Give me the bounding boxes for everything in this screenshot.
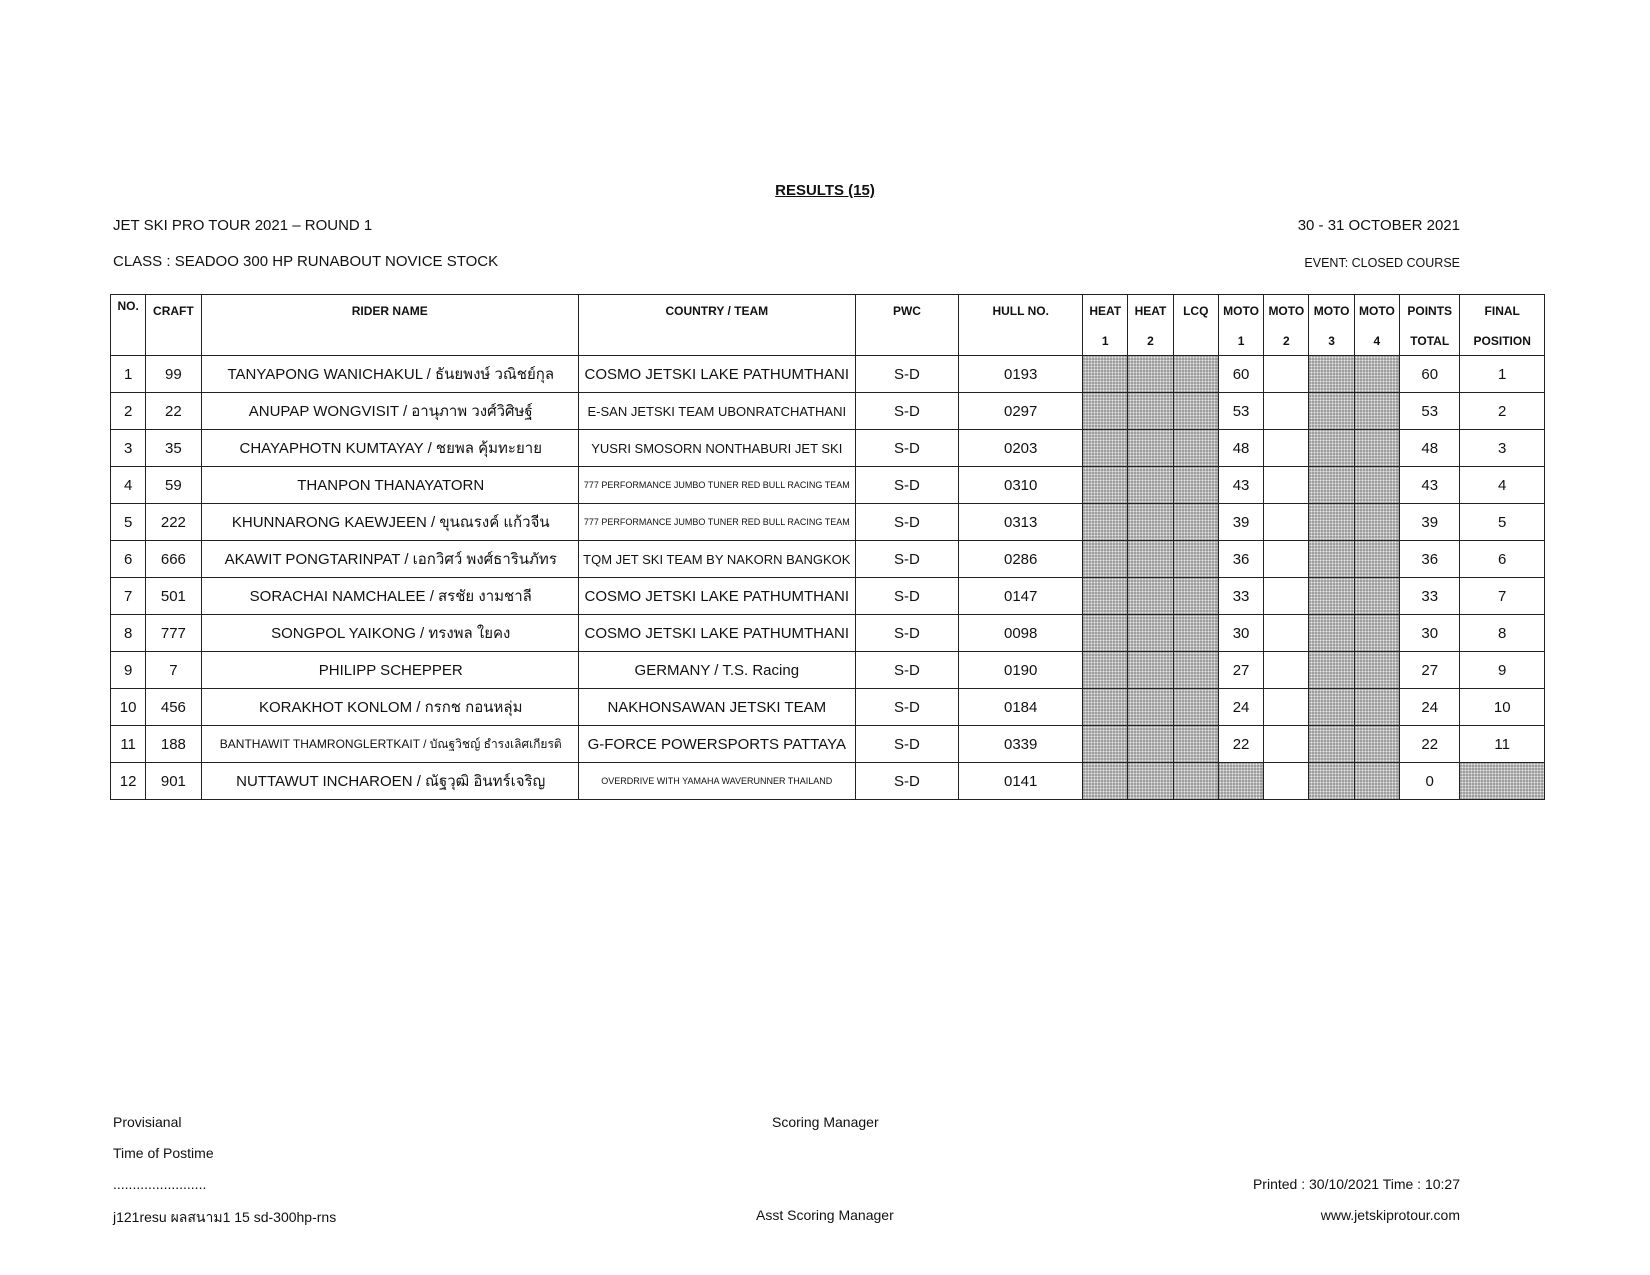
table-row xyxy=(111,430,1545,467)
cell-no: 1 xyxy=(111,356,146,393)
table-row xyxy=(111,541,1545,578)
cell-heat1 xyxy=(1083,430,1128,467)
cell-moto1: 36 xyxy=(1218,541,1263,578)
cell-points: 48 xyxy=(1400,430,1460,467)
cell-lcq xyxy=(1173,652,1218,689)
cell-lcq xyxy=(1173,393,1218,430)
cell-craft: 7 xyxy=(146,652,201,689)
cell-team: GERMANY / T.S. Racing xyxy=(578,652,855,689)
cell-moto2 xyxy=(1264,615,1309,652)
cell-pwc: S-D xyxy=(855,615,959,652)
cell-moto1: 53 xyxy=(1218,393,1263,430)
cell-moto2 xyxy=(1264,430,1309,467)
cell-moto4 xyxy=(1354,356,1399,393)
cell-final: 3 xyxy=(1460,430,1545,467)
cell-lcq xyxy=(1173,689,1218,726)
cell-team: COSMO JETSKI LAKE PATHUMTHANI xyxy=(578,615,855,652)
col-final: FINAL xyxy=(1460,295,1545,328)
cell-craft: 456 xyxy=(146,689,201,726)
cell-rider: SORACHAI NAMCHALEE / สรชัย งามชาลี xyxy=(201,578,578,615)
cell-heat1 xyxy=(1083,652,1128,689)
cell-craft: 188 xyxy=(146,726,201,763)
cell-hull: 0310 xyxy=(959,467,1083,504)
cell-craft: 35 xyxy=(146,430,201,467)
cell-moto1 xyxy=(1218,763,1263,800)
cell-lcq xyxy=(1173,430,1218,467)
cell-points: 27 xyxy=(1400,652,1460,689)
cell-heat1 xyxy=(1083,504,1128,541)
cell-pwc: S-D xyxy=(855,763,959,800)
cell-points: 24 xyxy=(1400,689,1460,726)
cell-pwc: S-D xyxy=(855,467,959,504)
cell-points: 30 xyxy=(1400,615,1460,652)
cell-moto2 xyxy=(1264,652,1309,689)
cell-moto2 xyxy=(1264,689,1309,726)
cell-craft: 222 xyxy=(146,504,201,541)
cell-hull: 0286 xyxy=(959,541,1083,578)
cell-team: TQM JET SKI TEAM BY NAKORN BANGKOK xyxy=(578,541,855,578)
cell-points: 39 xyxy=(1400,504,1460,541)
cell-team: YUSRI SMOSORN NONTHABURI JET SKI xyxy=(578,430,855,467)
cell-heat2 xyxy=(1128,578,1173,615)
signature-dots: ........................ xyxy=(113,1176,207,1192)
cell-moto2 xyxy=(1264,726,1309,763)
col-moto4: MOTO xyxy=(1354,295,1399,328)
cell-rider: ANUPAP WONGVISIT / อานุภาพ วงศ์วิศิษฐ์ xyxy=(201,393,578,430)
cell-rider: BANTHAWIT THAMRONGLERTKAIT / บัณฐวิชญ์ ธำรงเลิศเกียรติ xyxy=(201,726,578,763)
cell-pwc: S-D xyxy=(855,430,959,467)
cell-moto4 xyxy=(1354,467,1399,504)
cell-craft: 59 xyxy=(146,467,201,504)
cell-moto4 xyxy=(1354,763,1399,800)
cell-moto2 xyxy=(1264,504,1309,541)
cell-rider: PHILIPP SCHEPPER xyxy=(201,652,578,689)
cell-pwc: S-D xyxy=(855,356,959,393)
cell-moto3 xyxy=(1309,578,1354,615)
cell-points: 43 xyxy=(1400,467,1460,504)
cell-moto3 xyxy=(1309,615,1354,652)
cell-lcq xyxy=(1173,763,1218,800)
cell-moto2 xyxy=(1264,541,1309,578)
cell-no: 4 xyxy=(111,467,146,504)
col-final-sub: POSITION xyxy=(1460,327,1545,356)
cell-final: 8 xyxy=(1460,615,1545,652)
cell-heat2 xyxy=(1128,504,1173,541)
cell-hull: 0203 xyxy=(959,430,1083,467)
cell-no: 9 xyxy=(111,652,146,689)
col-pwc: PWC xyxy=(855,295,959,328)
cell-moto1: 39 xyxy=(1218,504,1263,541)
col-team: COUNTRY / TEAM xyxy=(578,295,855,328)
cell-rider: TANYAPONG WANICHAKUL / ธันยพงษ์ วณิชย์กุล xyxy=(201,356,578,393)
cell-rider: AKAWIT PONGTARINPAT / เอกวิศว์ พงศ์ธารินภัทร xyxy=(201,541,578,578)
cell-heat1 xyxy=(1083,726,1128,763)
cell-heat1 xyxy=(1083,763,1128,800)
cell-hull: 0147 xyxy=(959,578,1083,615)
cell-final: 9 xyxy=(1460,652,1545,689)
cell-moto3 xyxy=(1309,652,1354,689)
cell-rider: CHAYAPHOTN KUMTAYAY / ชยพล คุ้มทะยาย xyxy=(201,430,578,467)
cell-no: 5 xyxy=(111,504,146,541)
asst-scoring-manager-label: Asst Scoring Manager xyxy=(756,1207,894,1223)
cell-heat1 xyxy=(1083,689,1128,726)
cell-moto4 xyxy=(1354,504,1399,541)
cell-heat2 xyxy=(1128,652,1173,689)
cell-craft: 901 xyxy=(146,763,201,800)
cell-final: 2 xyxy=(1460,393,1545,430)
file-reference: j121resu ผลสนาม1 15 sd-300hp-rns xyxy=(113,1209,337,1225)
cell-craft: 666 xyxy=(146,541,201,578)
cell-heat1 xyxy=(1083,541,1128,578)
cell-lcq xyxy=(1173,578,1218,615)
event-date: 30 - 31 OCTOBER 2021 xyxy=(1297,217,1460,234)
cell-moto4 xyxy=(1354,430,1399,467)
cell-moto1: 22 xyxy=(1218,726,1263,763)
col-lcq: LCQ xyxy=(1173,295,1218,328)
col-points-sub: TOTAL xyxy=(1400,327,1460,356)
table-row xyxy=(111,652,1545,689)
cell-no: 3 xyxy=(111,430,146,467)
cell-hull: 0193 xyxy=(959,356,1083,393)
cell-moto4 xyxy=(1354,541,1399,578)
cell-moto1: 33 xyxy=(1218,578,1263,615)
cell-moto4 xyxy=(1354,393,1399,430)
results-table xyxy=(110,294,1545,800)
cell-hull: 0190 xyxy=(959,652,1083,689)
cell-hull: 0297 xyxy=(959,393,1083,430)
cell-no: 2 xyxy=(111,393,146,430)
col-moto3-sub: 3 xyxy=(1309,327,1354,356)
cell-no: 8 xyxy=(111,615,146,652)
cell-heat2 xyxy=(1128,615,1173,652)
cell-lcq xyxy=(1173,541,1218,578)
cell-moto1: 24 xyxy=(1218,689,1263,726)
cell-team: COSMO JETSKI LAKE PATHUMTHANI xyxy=(578,578,855,615)
col-points: POINTS xyxy=(1400,295,1460,328)
page-title: RESULTS (15) xyxy=(775,182,875,199)
cell-lcq xyxy=(1173,356,1218,393)
event-type: EVENT: CLOSED COURSE xyxy=(1304,256,1460,270)
cell-craft: 777 xyxy=(146,615,201,652)
cell-rider: THANPON THANAYATORN xyxy=(201,467,578,504)
cell-final: 11 xyxy=(1460,726,1545,763)
printed-timestamp: Printed : 30/10/2021 Time : 10:27 xyxy=(1252,1176,1460,1192)
table-row xyxy=(111,763,1545,800)
cell-points: 36 xyxy=(1400,541,1460,578)
cell-team: COSMO JETSKI LAKE PATHUMTHANI xyxy=(578,356,855,393)
cell-moto4 xyxy=(1354,726,1399,763)
cell-lcq xyxy=(1173,615,1218,652)
cell-final xyxy=(1460,763,1545,800)
cell-heat1 xyxy=(1083,578,1128,615)
cell-moto4 xyxy=(1354,578,1399,615)
cell-moto3 xyxy=(1309,763,1354,800)
cell-moto3 xyxy=(1309,430,1354,467)
cell-team: E-SAN JETSKI TEAM UBONRATCHATHANI xyxy=(578,393,855,430)
cell-pwc: S-D xyxy=(855,504,959,541)
cell-moto4 xyxy=(1354,652,1399,689)
cell-moto3 xyxy=(1309,726,1354,763)
cell-moto2 xyxy=(1264,467,1309,504)
cell-pwc: S-D xyxy=(855,578,959,615)
cell-moto3 xyxy=(1309,393,1354,430)
cell-rider: KHUNNARONG KAEWJEEN / ขุนณรงค์ แก้วจีน xyxy=(201,504,578,541)
cell-moto3 xyxy=(1309,467,1354,504)
cell-moto2 xyxy=(1264,356,1309,393)
cell-rider: NUTTAWUT INCHAROEN / ณัฐวุฒิ อินทร์เจริญ xyxy=(201,763,578,800)
cell-lcq xyxy=(1173,467,1218,504)
cell-moto3 xyxy=(1309,541,1354,578)
cell-moto2 xyxy=(1264,763,1309,800)
cell-moto1: 60 xyxy=(1218,356,1263,393)
cell-heat2 xyxy=(1128,689,1173,726)
cell-rider: SONGPOL YAIKONG / ทรงพล ใยคง xyxy=(201,615,578,652)
cell-final: 5 xyxy=(1460,504,1545,541)
cell-no: 7 xyxy=(111,578,146,615)
cell-team: 777 PERFORMANCE JUMBO TUNER RED BULL RACING TEAM xyxy=(578,504,855,541)
col-heat2: HEAT xyxy=(1128,295,1173,328)
cell-points: 60 xyxy=(1400,356,1460,393)
provisional-label: Provisianal xyxy=(113,1114,182,1130)
col-hull: HULL NO. xyxy=(959,295,1083,328)
cell-lcq xyxy=(1173,504,1218,541)
cell-moto1: 30 xyxy=(1218,615,1263,652)
cell-heat2 xyxy=(1128,430,1173,467)
website-link[interactable]: www.jetskiprotour.com xyxy=(1320,1207,1460,1223)
cell-heat2 xyxy=(1128,356,1173,393)
cell-pwc: S-D xyxy=(855,541,959,578)
cell-team: NAKHONSAWAN JETSKI TEAM xyxy=(578,689,855,726)
cell-points: 22 xyxy=(1400,726,1460,763)
cell-final: 7 xyxy=(1460,578,1545,615)
cell-rider: KORAKHOT KONLOM / กรกช กอนหลุ่ม xyxy=(201,689,578,726)
cell-team: 777 PERFORMANCE JUMBO TUNER RED BULL RACING TEAM xyxy=(578,467,855,504)
cell-craft: 99 xyxy=(146,356,201,393)
cell-hull: 0313 xyxy=(959,504,1083,541)
cell-moto2 xyxy=(1264,578,1309,615)
cell-moto3 xyxy=(1309,689,1354,726)
event-name: JET SKI PRO TOUR 2021 – ROUND 1 xyxy=(113,217,373,234)
col-moto1: MOTO xyxy=(1218,295,1263,328)
cell-lcq xyxy=(1173,726,1218,763)
cell-final: 6 xyxy=(1460,541,1545,578)
cell-moto4 xyxy=(1354,615,1399,652)
cell-heat1 xyxy=(1083,615,1128,652)
cell-heat2 xyxy=(1128,763,1173,800)
cell-craft: 22 xyxy=(146,393,201,430)
cell-craft: 501 xyxy=(146,578,201,615)
cell-moto1: 43 xyxy=(1218,467,1263,504)
cell-pwc: S-D xyxy=(855,393,959,430)
scoring-manager-label: Scoring Manager xyxy=(772,1114,879,1130)
col-heat1-sub: 1 xyxy=(1083,327,1128,356)
cell-heat2 xyxy=(1128,726,1173,763)
cell-pwc: S-D xyxy=(855,726,959,763)
class-name: CLASS : SEADOO 300 HP RUNABOUT NOVICE STOCK xyxy=(113,253,499,270)
cell-final: 10 xyxy=(1460,689,1545,726)
cell-points: 53 xyxy=(1400,393,1460,430)
table-row xyxy=(111,393,1545,430)
cell-hull: 0184 xyxy=(959,689,1083,726)
cell-heat1 xyxy=(1083,467,1128,504)
col-moto2: MOTO xyxy=(1264,295,1309,328)
col-rider: RIDER NAME xyxy=(201,295,578,328)
col-moto2-sub: 2 xyxy=(1264,327,1309,356)
cell-moto4 xyxy=(1354,689,1399,726)
header-subrow xyxy=(111,327,1545,356)
table-row xyxy=(111,467,1545,504)
cell-heat1 xyxy=(1083,356,1128,393)
cell-moto1: 48 xyxy=(1218,430,1263,467)
cell-pwc: S-D xyxy=(855,652,959,689)
cell-moto3 xyxy=(1309,356,1354,393)
col-no: NO. xyxy=(111,295,146,328)
cell-points: 0 xyxy=(1400,763,1460,800)
col-craft: CRAFT xyxy=(146,295,201,328)
cell-heat2 xyxy=(1128,541,1173,578)
cell-moto3 xyxy=(1309,504,1354,541)
table-row xyxy=(111,689,1545,726)
cell-moto2 xyxy=(1264,393,1309,430)
cell-final: 4 xyxy=(1460,467,1545,504)
col-heat2-sub: 2 xyxy=(1128,327,1173,356)
cell-team: G-FORCE POWERSPORTS PATTAYA xyxy=(578,726,855,763)
cell-heat2 xyxy=(1128,467,1173,504)
col-moto1-sub: 1 xyxy=(1218,327,1263,356)
cell-moto1: 27 xyxy=(1218,652,1263,689)
table-row xyxy=(111,615,1545,652)
col-heat1: HEAT xyxy=(1083,295,1128,328)
cell-no: 11 xyxy=(111,726,146,763)
cell-no: 12 xyxy=(111,763,146,800)
table-row xyxy=(111,726,1545,763)
table-row xyxy=(111,356,1545,393)
cell-no: 6 xyxy=(111,541,146,578)
header-row xyxy=(111,295,1545,328)
col-moto4-sub: 4 xyxy=(1354,327,1399,356)
cell-no: 10 xyxy=(111,689,146,726)
col-moto3: MOTO xyxy=(1309,295,1354,328)
cell-points: 33 xyxy=(1400,578,1460,615)
table-row xyxy=(111,504,1545,541)
cell-team: OVERDRIVE WITH YAMAHA WAVERUNNER THAILAND xyxy=(578,763,855,800)
cell-hull: 0141 xyxy=(959,763,1083,800)
cell-final: 1 xyxy=(1460,356,1545,393)
table-row xyxy=(111,578,1545,615)
time-of-posting-label: Time of Postime xyxy=(113,1145,214,1161)
cell-heat2 xyxy=(1128,393,1173,430)
cell-heat1 xyxy=(1083,393,1128,430)
cell-hull: 0339 xyxy=(959,726,1083,763)
cell-pwc: S-D xyxy=(855,689,959,726)
cell-hull: 0098 xyxy=(959,615,1083,652)
